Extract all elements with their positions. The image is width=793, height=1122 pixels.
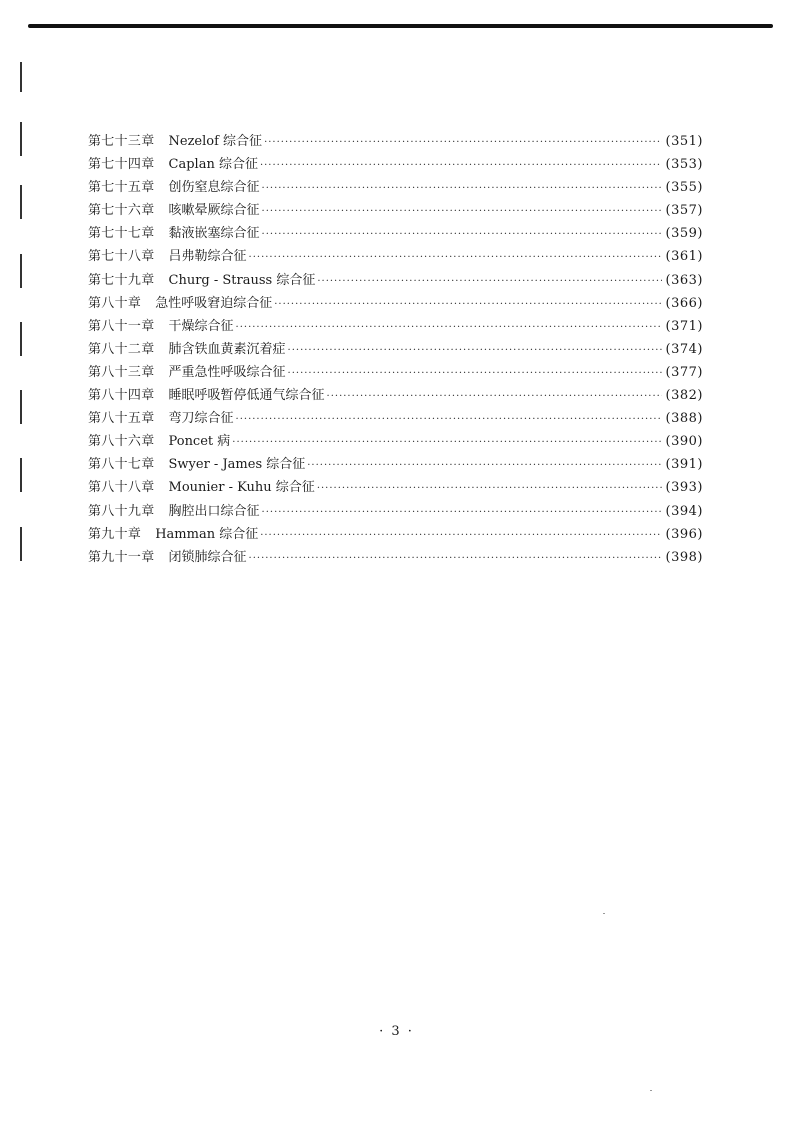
toc-leader-dots bbox=[249, 547, 662, 570]
toc-entry[interactable] bbox=[88, 130, 703, 153]
toc-chapter-title: Mounier - Kuhu 综合征 bbox=[168, 480, 315, 496]
toc-leader-dots bbox=[307, 454, 661, 477]
toc-chapter-title: Poncet 病 bbox=[168, 434, 231, 450]
toc-chapter-number: 第九十一章 bbox=[88, 549, 155, 565]
toc-page-number: (353) bbox=[665, 157, 703, 173]
toc-entry[interactable] bbox=[88, 361, 703, 384]
toc-entry[interactable] bbox=[88, 500, 703, 523]
toc-page-number: (363) bbox=[665, 272, 703, 288]
toc-leader-dots bbox=[274, 293, 661, 316]
binding-mark bbox=[20, 185, 22, 219]
toc-chapter-number: 第七十四章 bbox=[88, 157, 155, 173]
toc-chapter-title: Nezelof 综合征 bbox=[168, 134, 263, 149]
page-number: · 3 · bbox=[379, 1024, 414, 1039]
toc-chapter-title: 吕弗勒综合征 bbox=[168, 249, 247, 265]
toc-entry[interactable] bbox=[88, 292, 703, 315]
toc-chapter-number: 第八十二章 bbox=[88, 341, 155, 357]
toc-page-number: (361) bbox=[665, 249, 703, 265]
toc-leader-dots bbox=[262, 501, 662, 524]
scan-speck bbox=[603, 913, 605, 914]
toc-leader-dots bbox=[327, 385, 662, 408]
toc-chapter-number: 第七十五章 bbox=[88, 180, 155, 196]
toc-chapter-number: 第七十八章 bbox=[88, 249, 155, 265]
toc-chapter-title: Swyer - James 综合征 bbox=[168, 457, 306, 473]
toc-entry[interactable] bbox=[88, 338, 703, 361]
toc-leader-dots bbox=[288, 339, 662, 362]
toc-chapter-title: Hamman 综合征 bbox=[155, 526, 259, 542]
toc-chapter-number: 第八十七章 bbox=[88, 457, 155, 473]
toc-entry[interactable] bbox=[88, 476, 703, 499]
toc-chapter-title: Caplan 综合征 bbox=[168, 157, 258, 173]
binding-mark bbox=[20, 527, 22, 561]
toc-chapter-title: 严重急性呼吸综合征 bbox=[168, 364, 286, 380]
toc-entry[interactable] bbox=[88, 384, 703, 407]
toc-entry[interactable] bbox=[88, 453, 703, 476]
toc-chapter-title: 胸腔出口综合征 bbox=[168, 503, 260, 519]
toc-entry[interactable] bbox=[88, 153, 703, 176]
toc-page-number: (371) bbox=[665, 318, 703, 334]
binding-mark bbox=[20, 122, 22, 156]
toc-leader-dots bbox=[249, 246, 662, 269]
binding-mark bbox=[20, 62, 22, 92]
toc-chapter-title: 干燥综合征 bbox=[168, 318, 234, 334]
toc-entry[interactable] bbox=[88, 407, 703, 430]
toc-chapter-number: 第七十六章 bbox=[88, 203, 155, 219]
toc-page-number: (351) bbox=[665, 134, 703, 149]
toc-chapter-number: 第八十四章 bbox=[88, 388, 155, 404]
toc-page-number: (396) bbox=[665, 526, 703, 542]
toc-page-number: (357) bbox=[665, 203, 703, 219]
toc-chapter-title: 咳嗽晕厥综合征 bbox=[168, 203, 260, 219]
toc-chapter-title: Churg - Strauss 综合征 bbox=[168, 272, 316, 288]
toc-page-number: (388) bbox=[665, 411, 703, 427]
toc-page-number: (366) bbox=[665, 295, 703, 311]
toc-chapter-number: 第八十六章 bbox=[88, 434, 155, 450]
toc-leader-dots bbox=[317, 477, 662, 500]
toc-page-number: (355) bbox=[665, 180, 703, 196]
toc-page-number: (394) bbox=[665, 503, 703, 519]
toc-leader-dots bbox=[260, 154, 662, 177]
toc-chapter-title: 黏液嵌塞综合征 bbox=[168, 226, 260, 242]
toc-page-number: (398) bbox=[665, 549, 703, 565]
scan-speck bbox=[650, 1090, 652, 1091]
toc-chapter-number: 第八十章 bbox=[88, 295, 142, 311]
toc-page-number: (382) bbox=[665, 388, 703, 404]
toc-chapter-number: 第八十一章 bbox=[88, 318, 155, 334]
toc-page-number: (391) bbox=[665, 457, 703, 473]
toc-entry[interactable] bbox=[88, 315, 703, 338]
toc-chapter-number: 第七十九章 bbox=[88, 272, 155, 288]
toc-entry[interactable] bbox=[88, 245, 703, 268]
binding-mark bbox=[20, 390, 22, 424]
header-rule bbox=[28, 24, 773, 28]
toc-page-number: (393) bbox=[665, 480, 703, 496]
toc-leader-dots bbox=[236, 316, 662, 339]
toc-page-number: (390) bbox=[665, 434, 703, 450]
toc-chapter-title: 闭锁肺综合征 bbox=[168, 549, 247, 565]
toc-chapter-title: 弯刀综合征 bbox=[168, 411, 234, 427]
toc-chapter-number: 第八十五章 bbox=[88, 411, 155, 427]
toc-page-number: (374) bbox=[665, 341, 703, 357]
toc-entry[interactable] bbox=[88, 430, 703, 453]
toc-chapter-number: 第八十三章 bbox=[88, 364, 155, 380]
toc-entry[interactable] bbox=[88, 176, 703, 199]
toc-leader-dots bbox=[262, 177, 662, 200]
toc-leader-dots bbox=[236, 408, 662, 431]
toc-entry[interactable] bbox=[88, 269, 703, 292]
toc-entry[interactable] bbox=[88, 546, 703, 569]
binding-mark bbox=[20, 254, 22, 288]
toc-chapter-title: 睡眠呼吸暂停低通气综合征 bbox=[168, 388, 325, 404]
toc-chapter-number: 第七十七章 bbox=[88, 226, 155, 242]
toc-chapter-title: 急性呼吸窘迫综合征 bbox=[155, 295, 273, 311]
binding-mark bbox=[20, 322, 22, 356]
toc-chapter-number: 第九十章 bbox=[88, 526, 142, 542]
binding-mark bbox=[20, 458, 22, 492]
toc-leader-dots bbox=[288, 362, 662, 385]
toc-chapter-number: 第八十八章 bbox=[88, 480, 155, 496]
toc-leader-dots bbox=[262, 200, 662, 223]
toc-leader-dots bbox=[260, 524, 661, 547]
toc-leader-dots bbox=[264, 131, 661, 154]
toc-page-number: (377) bbox=[665, 364, 703, 380]
toc-leader-dots bbox=[317, 270, 661, 293]
toc-page-number: (359) bbox=[665, 226, 703, 242]
toc-chapter-number: 第七十三章 bbox=[88, 134, 155, 149]
toc-chapter-number: 第八十九章 bbox=[88, 503, 155, 519]
toc-chapter-title: 创伤窒息综合征 bbox=[168, 180, 260, 196]
toc-leader-dots bbox=[262, 223, 662, 246]
toc-leader-dots bbox=[232, 431, 661, 454]
toc-entry[interactable] bbox=[88, 199, 703, 222]
toc-entry[interactable] bbox=[88, 523, 703, 546]
toc-entry[interactable] bbox=[88, 222, 703, 245]
toc-chapter-title: 肺含铁血黄素沉着症 bbox=[168, 341, 286, 357]
table-of-contents bbox=[88, 130, 703, 569]
